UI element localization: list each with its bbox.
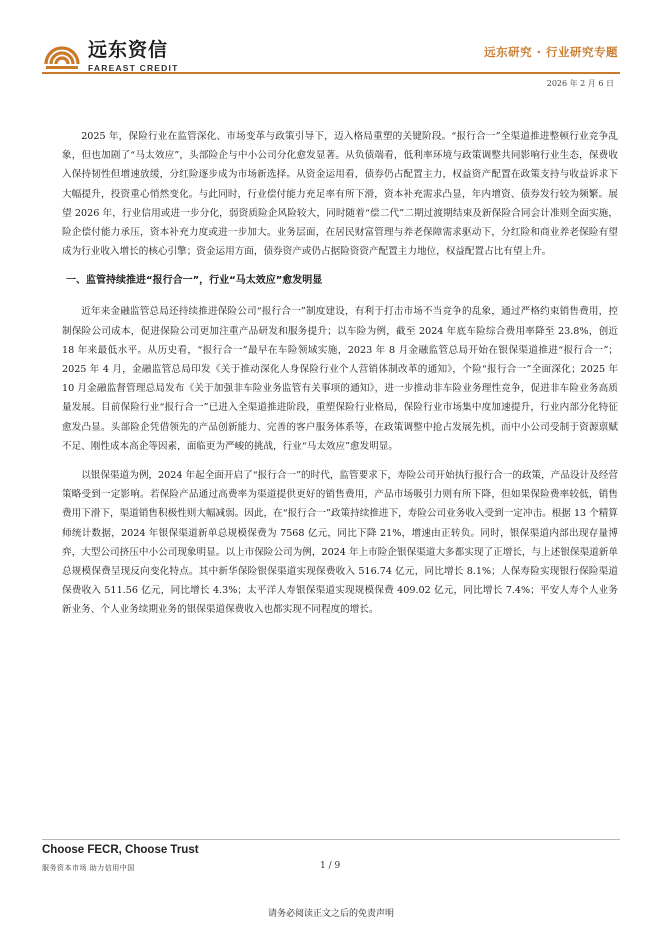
logo-english-name: FAREAST CREDIT	[88, 62, 179, 73]
intro-paragraph: 2025 年，保险行业在监管深化、市场变革与政策引导下，迈入格局重塑的关键阶段。“报行合一”全渠道推进整顿行业竞争乱象，但也加剧了“马太效应”，头部险企与中小公司分化愈发显著。从负债端看，低利率环境与政策调整共同影响行业生态，保费收入保持韧性但增速放缓，分红险逐步成为市场新选择。从资金运用看，债券仍占配置主力，权益资产配置在政策支持与收益诉求下大幅提升，投资重心悄然变化。与此同时，行业偿付能力充足率有所下滑，资本补充需求凸显，年内增资、债券发行较为频繁。展望 2026 年，行业信用或进一步分化，弱资质险企风险较大，同时随着“偿二代”二期过渡期结束及新保险合同会计准则全面实施，险企偿付能力承压，资本补充力度或进一步加大。业务层面，在居民财富管理与养老保障需求驱动下，分红险和商业养老保险有望成为行业收入增长的核心引擎；资金运用方面，债券资产或仍占据险资资产配置主力地位，权益配置占比有望上升。	[62, 131, 618, 258]
page-number: 1 / 9	[320, 861, 341, 871]
footer-brand: Choose FECR, Choose Trust	[42, 844, 199, 856]
disclaimer-text: 请务必阅读正文之后的免责声明	[267, 909, 394, 919]
section-heading: 一、监管持续推进“报行合一”，行业“马太效应”愈发明显	[66, 275, 323, 287]
footer-divider	[42, 839, 620, 840]
report-body	[62, 127, 618, 630]
body-paragraph: 近年来金融监管总局还持续推进保险公司“报行合一”制度建设，有利于打击市场不当竞争的乱象，通过严格约束销售费用，控制保险公司成本，促进保险公司更加注重产品研发和服务提升；以车险为例，截至 2024 年底车险综合费用率降至 23.8%，创近 18 年来最低水平。从历史看，“报行合一”最早在车险领域实施，2023 年 8 月金融监管总局开始在银保渠道推进“报行合一”；2025 年 4 月，金融监管总局印发《关于推动深化人身保险行业个人营销体制改革的通知》，个险“报行合一”全面深化；2025 年 10 月金融监督管理总局发布《关于加强非车险业务监管有关事项的通知》，进一步推动非车险业务理性竞争，促进非车险业务高质量发展。目前保险行业“报行合一”已进入全渠道推进阶段，重塑保险行业格局，保险行业市场集中度加速提升，行业内部分化特征愈发凸显。头部险企凭借领先的产品创新能力、完善的客户服务体系等，在政策调整中抢占发展先机，而中小公司受制于资源禀赋不足、刚性成本高企等因素，面临更为严峻的挑战，行业“马太效应”愈发明显。	[62, 306, 618, 452]
report-date: 2026 年 2 月 6 日	[546, 79, 614, 88]
footer-slogan: 服务资本市场 助力信用中国	[42, 864, 135, 872]
fareast-logo-icon	[42, 38, 82, 74]
body-paragraph: 以银保渠道为例，2024 年起全面开启了“报行合一”的时代，监管要求下，寿险公司开始执行报行合一的政策，产品设计及经营策略受到一定影响。若保险产品通过高费率为渠道提供更好的销售费用，产品市场吸引力则有所下降，但如果保险费率较低，销售费用下滑下，渠道销售积极性则大幅减弱。因此，在“报行合一”政策持续推进下，寿险公司业务收入受到一定冲击。根据 13 个精算师统计数据，2024 年银保渠道新单总规模保费为 7568 亿元，同比下降 21%，增速由正转负。同时，银保渠道内部出现存量博弈，大型公司挤压中小公司现象明显。以上市保险公司为例，2024 年上市险企银保渠道大多都实现了正增长，与上述银保渠道新单总规模保费呈现反向变化特点。其中新华保险银保渠道实现保费收入 516.74 亿元，同比增长 8.1%；人保寿险实现银行保险渠道保费收入 511.56 亿元，同比增长 4.3%；太平洋人寿银保渠道实现规模保费 409.02 亿元，同比增长 7.4%；平安人寿个人业务新业务、个人业务续期业务的银保渠道保费收入也都实现不同程度的增长。	[62, 470, 618, 616]
company-logo	[42, 38, 178, 74]
report-category: 远东研究 · 行业研究专题	[484, 45, 618, 59]
header-divider	[42, 72, 620, 74]
logo-chinese-name: 远东资信	[88, 38, 169, 61]
